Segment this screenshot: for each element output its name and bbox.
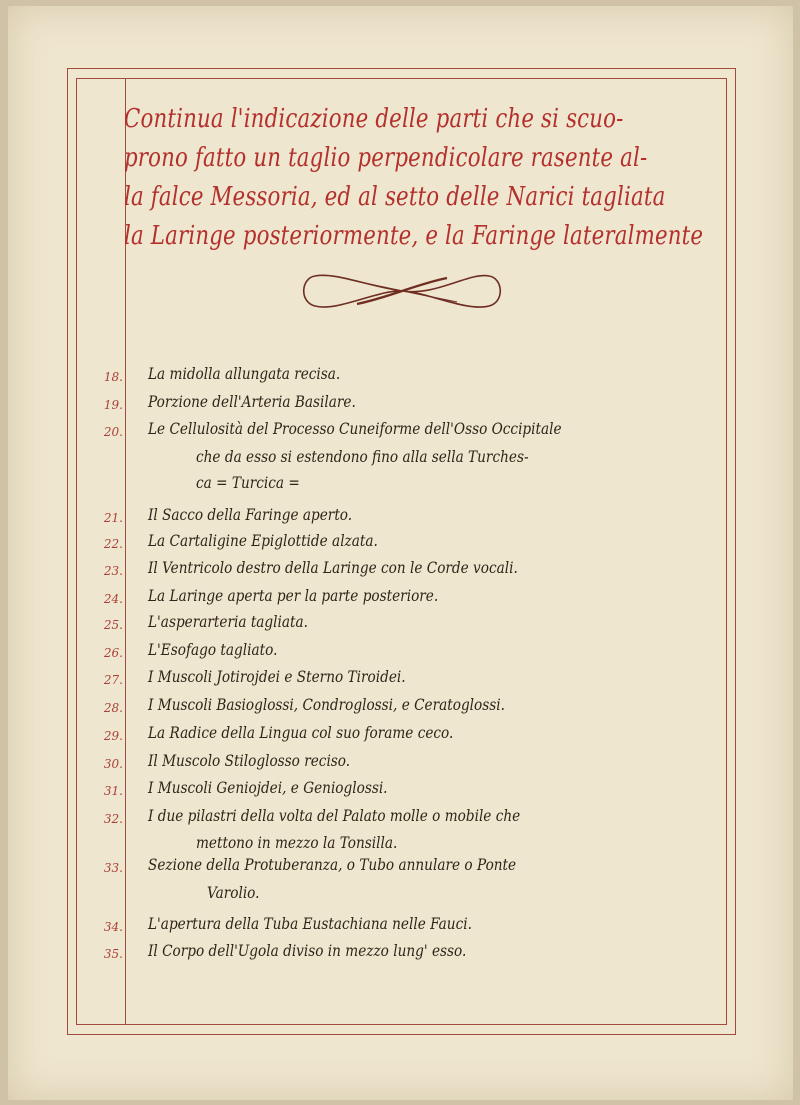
page-title [124, 100, 736, 256]
entry-text: Le Cellulosità del Processo Cuneiforme dell'Osso Occipitale [148, 420, 562, 438]
entry-text: La Radice della Lingua col suo forame ceco. [148, 724, 454, 742]
title-line: la falce Messoria, ed al setto delle Narici tagliata [124, 182, 666, 212]
entry-text: Porzione dell'Arteria Basilare. [148, 393, 356, 411]
entry-number: 18. [103, 370, 123, 384]
entry-text: I Muscoli Basioglossi, Condroglossi, e Ceratoglossi. [148, 696, 505, 714]
entry-text-continued: ca = Turcica = [196, 474, 300, 492]
entry-number: 21. [103, 511, 123, 525]
entry-text: Il Ventricolo destro della Laringe con le Corde vocali. [148, 559, 518, 577]
entry-text-continued: che da esso si estendono fino alla sella Turches- [196, 448, 529, 466]
entry-number: 22. [103, 537, 123, 551]
entry-number: 30. [103, 757, 123, 771]
entry-text: L'asperarteria tagliata. [148, 613, 308, 631]
entry-text: Il Muscolo Stiloglosso reciso. [148, 752, 351, 770]
entry-number: 29. [103, 729, 123, 743]
title-line: Continua l'indicazione delle parti che si scuo- [124, 104, 624, 134]
calligraphic-flourish [297, 268, 507, 314]
entry-text: Il Sacco della Faringe aperto. [148, 506, 353, 524]
entry-number: 34. [103, 920, 123, 934]
entry-number: 35. [103, 947, 123, 961]
entry-text: L'apertura della Tuba Eustachiana nelle Fauci. [148, 915, 472, 933]
entry-text-continued: mettono in mezzo la Tonsilla. [196, 834, 398, 852]
entry-text: Sezione della Protuberanza, o Tubo annulare o Ponte [148, 856, 517, 874]
entry-number: 23. [103, 564, 123, 578]
entry-number: 27. [103, 673, 123, 687]
entry-number: 24. [103, 592, 123, 606]
entry-text-continued: Varolio. [207, 884, 260, 902]
entry-number: 33. [103, 861, 123, 875]
entry-number: 25. [103, 618, 123, 632]
entry-text: Il Corpo dell'Ugola diviso in mezzo lung' esso. [148, 942, 467, 960]
entry-number: 32. [103, 812, 123, 826]
entry-number: 19. [103, 398, 123, 412]
entry-number: 20. [103, 425, 123, 439]
entry-text: I Muscoli Jotirojdei e Sterno Tiroidei. [148, 668, 406, 686]
entry-text: L'Esofago tagliato. [148, 641, 278, 659]
entry-text: La Cartaligine Epiglottide alzata. [148, 532, 378, 550]
entry-number: 28. [103, 701, 123, 715]
title-line: la Laringe posteriormente, e la Faringe lateralmente [124, 221, 704, 251]
entry-number: 26. [103, 646, 123, 660]
entry-text: La midolla allungata recisa. [148, 365, 341, 383]
entry-text: I Muscoli Geniojdei, e Genioglossi. [148, 779, 388, 797]
entry-number: 31. [103, 784, 123, 798]
title-line: prono fatto un taglio perpendicolare rasente al- [124, 143, 648, 173]
entry-text: I due pilastri della volta del Palato molle o mobile che [148, 807, 521, 825]
entry-text: La Laringe aperta per la parte posteriore. [148, 587, 439, 605]
